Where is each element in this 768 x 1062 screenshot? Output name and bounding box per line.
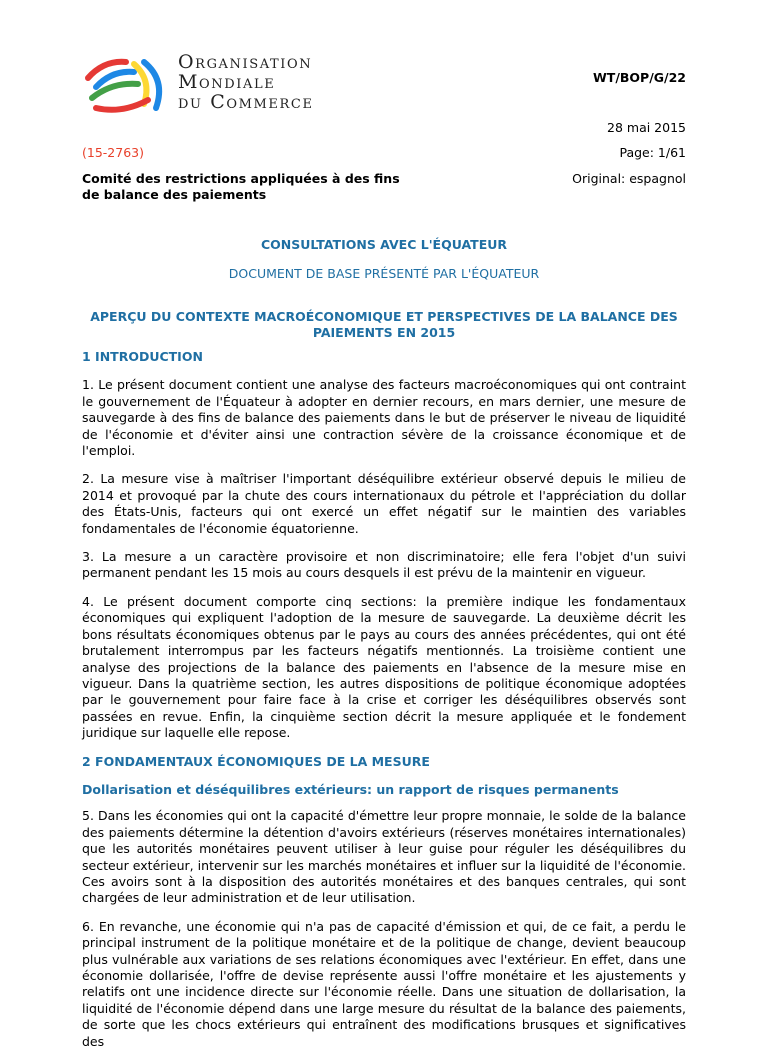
paragraph-2: 2. La mesure vise à maîtriser l'important déséquilibre extérieur observé depuis le milieu de 2014 et provoqué par la chute des cours internationaux du pétrole et l'appréciation du dollar des États-Unis, facteurs qui ont exercé un effet négatif sur le maintien des variables fondamentales de l'économie équatorienne. xyxy=(82,471,686,536)
document-date: 28 mai 2015 xyxy=(607,120,686,135)
wto-logo xyxy=(82,51,332,116)
document-subtitle: DOCUMENT DE BASE PRÉSENTÉ PAR L'ÉQUATEUR xyxy=(228,266,540,281)
section-heading-fondamentaux: 2 FONDAMENTAUX ÉCONOMIQUES DE LA MESURE xyxy=(82,753,430,769)
organisation-name xyxy=(178,52,314,112)
paragraph-6: 6. En revanche, une économie qui n'a pas de capacité d'émission et qui, de ce fait, a perdu le principal instrument de la politique monétaire et de la politique de change, devient beaucoup plus vulnérable aux variations de ses relations économiques avec l'extérieur. En effet, dans une économie dollarisée, l'offre de devise représente aussi l'offre monétaire et les ajustements y relatifs ont une incidence directe sur l'économie réelle. Dans une situation de dollarisation, la liquidité de l'économie dépend dans une large mesure du résultat de la balance des paiements, de sorte que les chocs extérieurs qui entraînent des modifications brusques et significatives des xyxy=(82,918,686,1049)
section-heading-introduction: 1 INTRODUCTION xyxy=(82,349,203,364)
org-line-1: Organisation xyxy=(178,51,313,73)
original-language: Original: espagnol xyxy=(572,171,686,186)
consultations-title: CONSULTATIONS AVEC L'ÉQUATEUR xyxy=(260,237,508,252)
committee-name: Comité des restrictions appliquées à des fins de balance des paiements xyxy=(82,171,400,202)
document-body xyxy=(82,349,686,1062)
overview-title: APERÇU DU CONTEXTE MACROÉCONOMIQUE ET PERSPECTIVES DE LA BALANCE DES PAIEMENTS EN 2015 xyxy=(90,309,678,340)
paragraph-5: 5. Dans les économies qui ont la capacité d'émettre leur propre monnaie, le solde de la balance des paiements détermine la détention d'avoirs extérieurs (réserves monétaires internationales) que les autorités monétaires peuvent utiliser à leur guise pour réguler les déséquilibres du secteur extérieur, intervenir sur les marchés monétaires et influer sur la liquidité de l'économie. Ces avoirs sont à la disposition des autorités monétaires et des banques centrales, qui sont chargées de leur administration et de leur utilisation. xyxy=(82,808,686,906)
org-line-2: Mondiale xyxy=(178,71,276,93)
paragraph-1: 1. Le présent document contient une analyse des facteurs macroéconomiques qui ont contraint le gouvernement de l'Équateur à adopter en dernier recours, en mars dernier, une mesure de sauvegarde à des fins de balance des paiements dans le but de préserver le niveau de liquidité de l'économie et d'éviter ainsi une contraction sévère de la croissance économique et de l'emploi. xyxy=(82,377,686,459)
document-symbol: WT/BOP/G/22 xyxy=(593,70,686,85)
paragraph-4: 4. Le présent document comporte cinq sections: la première indique les fondamentaux économiques qui expliquent l'adoption de la mesure de sauvegarde. La deuxième décrit les bons résultats économiques obtenus par le pays au cours des années précédentes, qui ont été brutalement interrompus par les facteurs négatifs mentionnés. La troisième contient une analyse des projections de la balance des paiements en l'absence de la mesure mise en vigueur. Dans la quatrième section, les autres dispositions de politique économique adoptées par le gouvernement pour faire face à la crise et corriger les déséquilibres observés sont passées en revue. Enfin, la cinquième section décrit la mesure appliquée et le fondement juridique sur laquelle elle repose. xyxy=(82,593,686,741)
document-reference: (15-2763) xyxy=(82,145,144,160)
org-line-3: du Commerce xyxy=(178,91,314,113)
paragraph-3: 3. La mesure a un caractère provisoire et non discriminatoire; elle fera l'objet d'un suivi permanent pendant les 15 mois au cours desquels il est prévu de la maintenir en vigueur. xyxy=(82,549,686,581)
wto-emblem-icon xyxy=(82,54,174,116)
page-number: Page: 1/61 xyxy=(619,145,686,160)
subsection-heading-dollarisation: Dollarisation et déséquilibres extérieurs: un rapport de risques permanents xyxy=(82,781,619,797)
